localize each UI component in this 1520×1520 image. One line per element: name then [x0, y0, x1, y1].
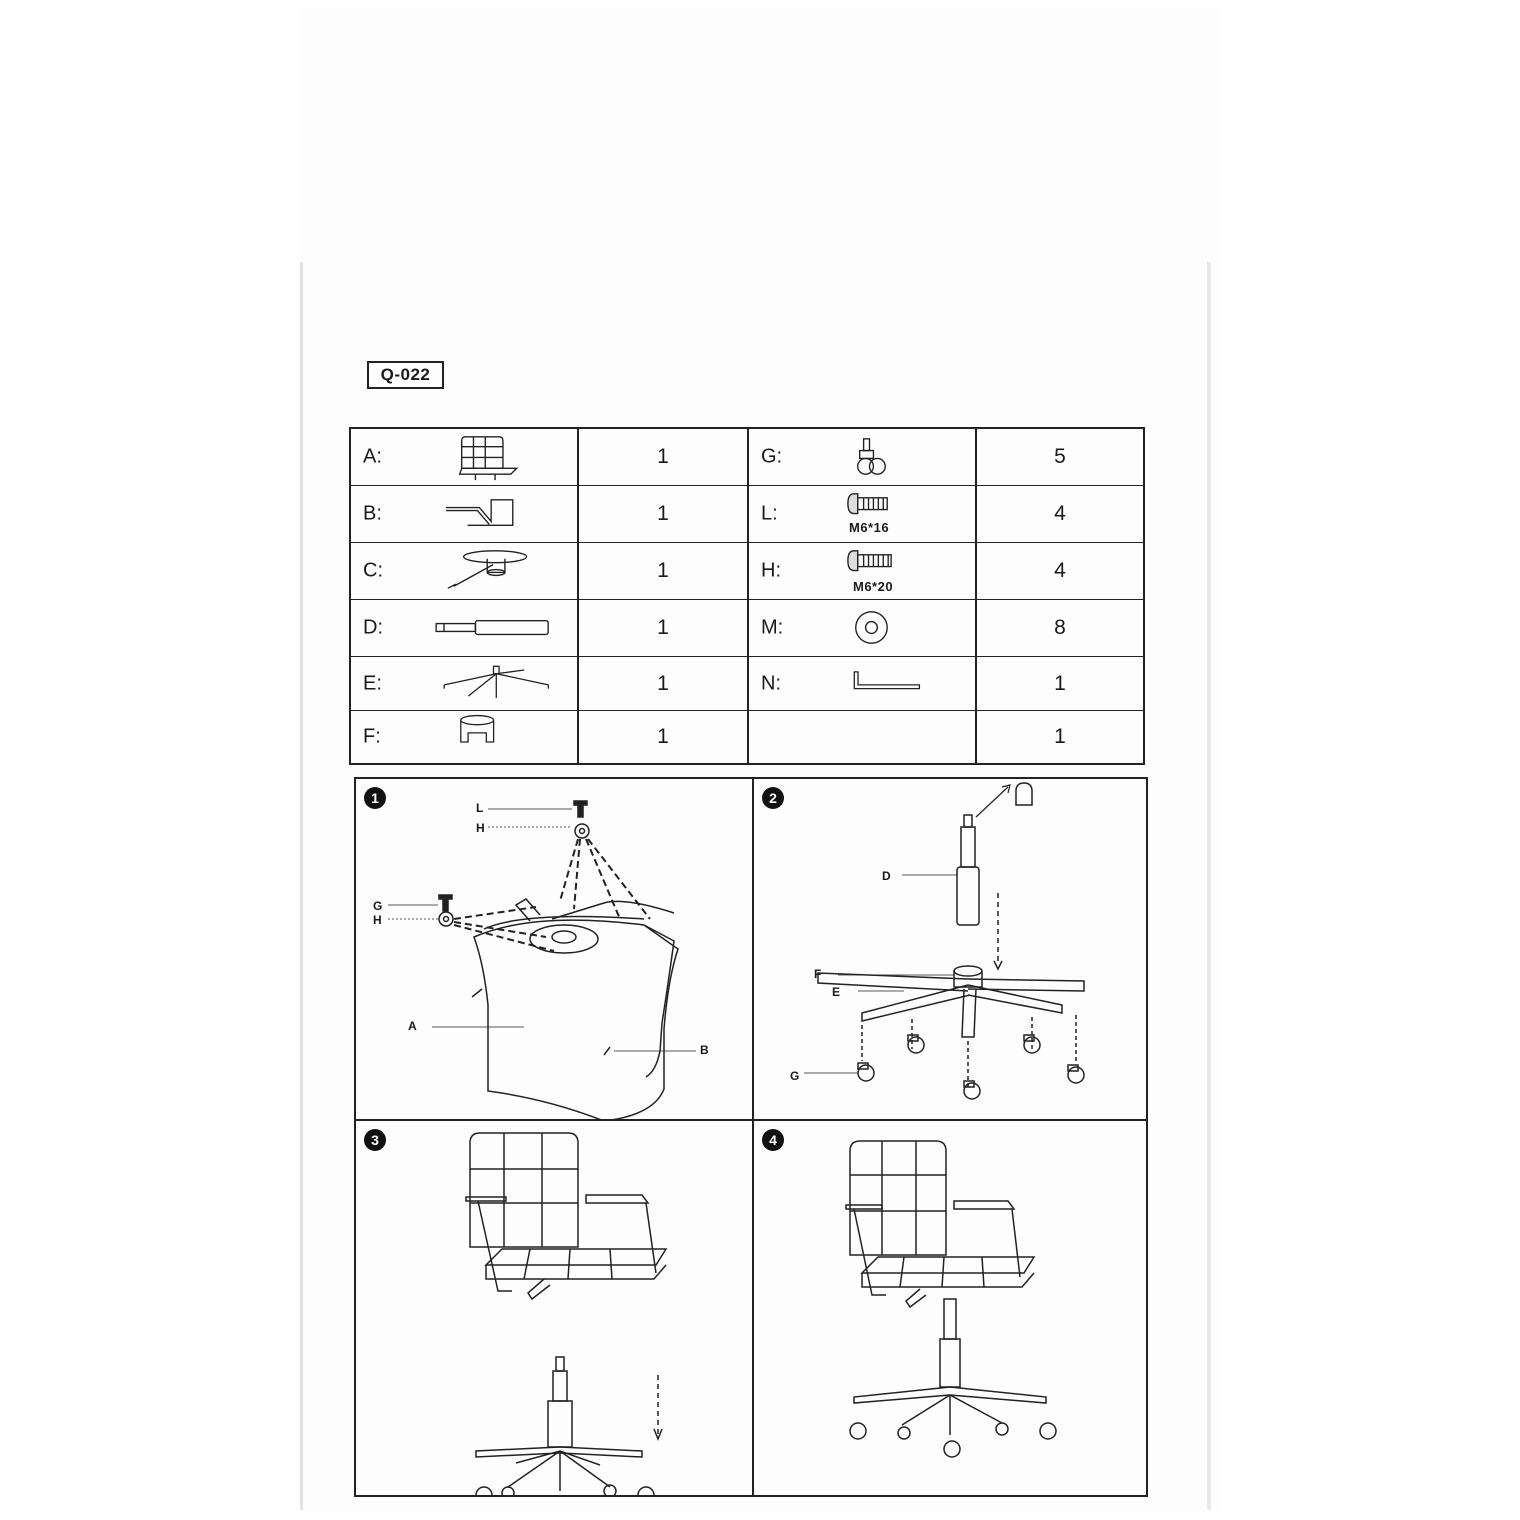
callout-label: D [882, 869, 892, 883]
seat-mechanism-icon [435, 543, 565, 599]
sheet-edge [300, 262, 303, 1510]
step-2-illustration [754, 779, 1148, 1119]
parts-row [351, 711, 1143, 763]
part-label: F: [363, 725, 381, 748]
part-quantity: 1 [657, 616, 669, 639]
caster-wheel-icon [833, 429, 963, 485]
part-label: M: [761, 616, 784, 639]
part-quantity: 8 [1054, 616, 1066, 639]
part-label: E: [363, 672, 382, 694]
part-label: N: [761, 672, 781, 694]
parts-table [349, 427, 1145, 765]
part-quantity: 5 [1054, 445, 1066, 468]
part-quantity: 1 [657, 502, 669, 525]
callout-label: H [476, 821, 486, 835]
sheet-edge [1207, 262, 1211, 1510]
callout-label: F [814, 967, 823, 981]
part-label: G: [761, 445, 783, 468]
parts-row [351, 429, 1143, 486]
callout-label: E [832, 985, 842, 999]
callout-label: L [476, 801, 485, 815]
part-quantity: 1 [657, 671, 669, 695]
part-label: A: [363, 445, 382, 468]
part-quantity: 1 [657, 559, 669, 582]
part-quantity: 1 [657, 725, 669, 748]
gas-cylinder-icon [435, 600, 565, 656]
step-number-badge: 2 [762, 787, 784, 809]
model-number: Q-022 [367, 361, 444, 389]
part-quantity: 1 [1054, 725, 1066, 748]
callout-label: B [700, 1043, 710, 1057]
parts-row [351, 486, 1143, 543]
step-3-illustration [356, 1121, 752, 1495]
part-label: L: [761, 502, 778, 525]
cylinder-cover-icon [435, 711, 565, 763]
bolt-size-label: M6*16 [849, 520, 890, 535]
step-number-badge: 1 [364, 787, 386, 809]
step-4-illustration [754, 1121, 1148, 1495]
part-label: D: [363, 616, 383, 639]
chair-seat-icon [435, 429, 565, 485]
part-label: C: [363, 559, 383, 582]
part-quantity: 1 [657, 445, 669, 468]
step-1-illustration [356, 779, 752, 1119]
assembly-steps [354, 777, 1148, 1497]
callout-label: A [408, 1019, 418, 1033]
part-label: H: [761, 559, 781, 582]
part-quantity: 1 [1054, 671, 1066, 695]
callout-label: G [790, 1069, 801, 1083]
part-label: B: [363, 502, 382, 525]
armrest-frame-icon [435, 486, 565, 542]
allen-key-icon [833, 657, 963, 710]
parts-row [351, 543, 1143, 600]
part-quantity: 4 [1054, 559, 1066, 582]
step-number-badge: 4 [762, 1129, 784, 1151]
callout-label: G [373, 899, 384, 913]
bolt-size-label: M6*20 [853, 579, 894, 594]
star-base-icon [435, 657, 565, 710]
callout-label: H [373, 913, 383, 927]
part-quantity: 4 [1054, 502, 1066, 525]
parts-row [351, 600, 1143, 657]
parts-row [351, 657, 1143, 711]
washer-icon [833, 600, 963, 656]
step-number-badge: 3 [364, 1129, 386, 1151]
